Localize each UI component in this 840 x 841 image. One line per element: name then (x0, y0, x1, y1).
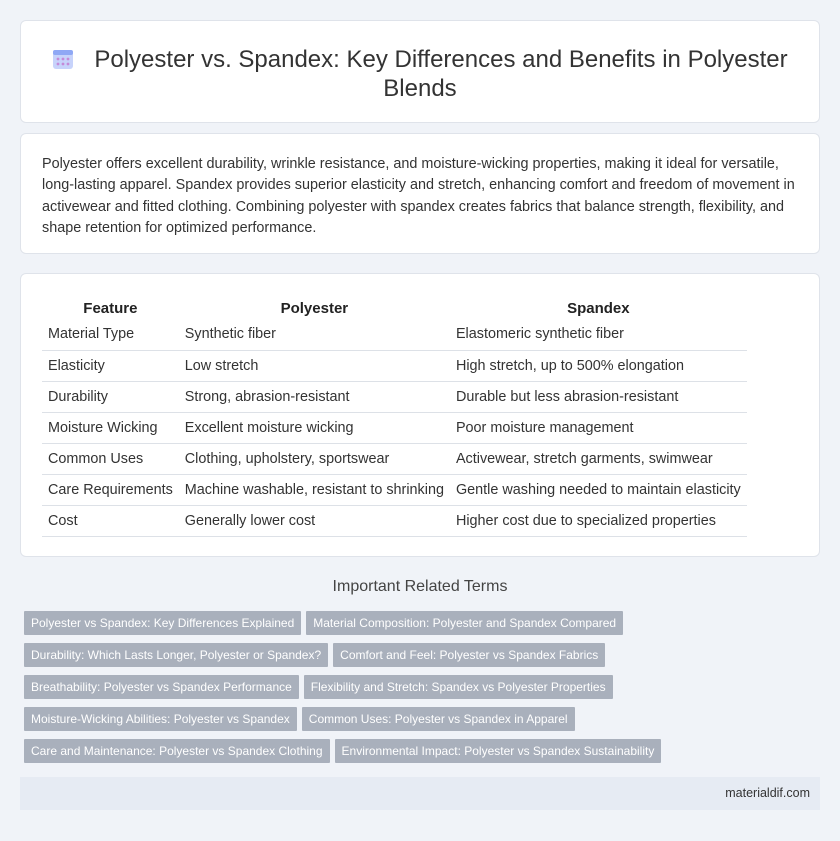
table-body (42, 319, 747, 536)
cell-polyester: Strong, abrasion-resistant (179, 381, 450, 412)
cell-spandex: Poor moisture management (450, 412, 747, 443)
header-spandex: Spandex (567, 300, 630, 317)
cell-spandex: Elastomeric synthetic fiber (450, 319, 747, 350)
related-term-tag[interactable]: Moisture-Wicking Abilities: Polyester vs Spandex (24, 707, 297, 731)
cell-feature: Common Uses (42, 443, 179, 474)
related-term-tag[interactable]: Material Composition: Polyester and Spandex Compared (306, 611, 623, 635)
related-terms-row (24, 611, 804, 643)
table-row (42, 474, 747, 505)
intro-card (20, 133, 820, 254)
table-row (42, 412, 747, 443)
related-term-tag[interactable]: Flexibility and Stretch: Spandex vs Polyester Properties (304, 675, 613, 699)
cell-polyester: Low stretch (179, 350, 450, 381)
cell-polyester: Clothing, upholstery, sportswear (179, 443, 450, 474)
title-wrap (21, 45, 819, 103)
cell-spandex: Gentle washing needed to maintain elasticity (450, 474, 747, 505)
table-row (42, 350, 747, 381)
cell-spandex: High stretch, up to 500% elongation (450, 350, 747, 381)
page-title-text: Polyester vs. Spandex: Key Differences and Benefits in Polyester Blends (94, 46, 788, 102)
table-row (42, 381, 747, 412)
footer (20, 777, 820, 810)
cell-feature: Care Requirements (42, 474, 179, 505)
related-term-tag[interactable]: Breathability: Polyester vs Spandex Performance (24, 675, 299, 699)
cell-polyester: Generally lower cost (179, 505, 450, 536)
related-term-tag[interactable]: Comfort and Feel: Polyester vs Spandex Fabrics (333, 643, 605, 667)
cell-polyester: Excellent moisture wicking (179, 412, 450, 443)
calendar-grid-icon (52, 48, 74, 70)
cell-feature: Cost (42, 505, 179, 536)
table-row (42, 505, 747, 536)
related-terms-row (24, 675, 804, 707)
related-term-tag[interactable]: Durability: Which Lasts Longer, Polyester or Spandex? (24, 643, 328, 667)
related-terms-row (24, 643, 804, 675)
related-terms-row (24, 707, 804, 739)
cell-feature: Durability (42, 381, 179, 412)
comparison-table (42, 295, 747, 537)
footer-site[interactable]: materialdif.com (725, 786, 810, 800)
related-term-tag[interactable]: Common Uses: Polyester vs Spandex in Apparel (302, 707, 575, 731)
comparison-card (20, 273, 820, 557)
intro-paragraph: Polyester offers excellent durability, wrinkle resistance, and moisture-wicking properties, making it ideal for versatile, long-lasting apparel. Spandex provides superior elasticity and stretch, enhancing comfort and freedom of movement in activewear and fitted clothing. Combining polyester with spandex creates fabrics that balance strength, flexibility, and shape retention for optimized performance. (42, 156, 795, 236)
header-feature: Feature (83, 300, 138, 317)
related-terms-row (24, 739, 804, 771)
header-card (20, 20, 820, 123)
table-row (42, 443, 747, 474)
cell-feature: Material Type (42, 319, 179, 350)
table-header-row (42, 295, 747, 319)
related-term-tag[interactable]: Care and Maintenance: Polyester vs Spandex Clothing (24, 739, 330, 763)
cell-spandex: Higher cost due to specialized properties (450, 505, 747, 536)
related-terms-list (24, 611, 804, 771)
cell-polyester: Synthetic fiber (179, 319, 450, 350)
cell-spandex: Durable but less abrasion-resistant (450, 381, 747, 412)
related-terms-title: Important Related Terms (332, 578, 508, 595)
cell-polyester: Machine washable, resistant to shrinking (179, 474, 450, 505)
table-row (42, 319, 747, 350)
related-term-tag[interactable]: Environmental Impact: Polyester vs Spandex Sustainability (335, 739, 662, 763)
cell-spandex: Activewear, stretch garments, swimwear (450, 443, 747, 474)
header-polyester: Polyester (280, 300, 349, 317)
cell-feature: Moisture Wicking (42, 412, 179, 443)
related-term-tag[interactable]: Polyester vs Spandex: Key Differences Explained (24, 611, 301, 635)
page-title (51, 45, 789, 103)
cell-feature: Elasticity (42, 350, 179, 381)
